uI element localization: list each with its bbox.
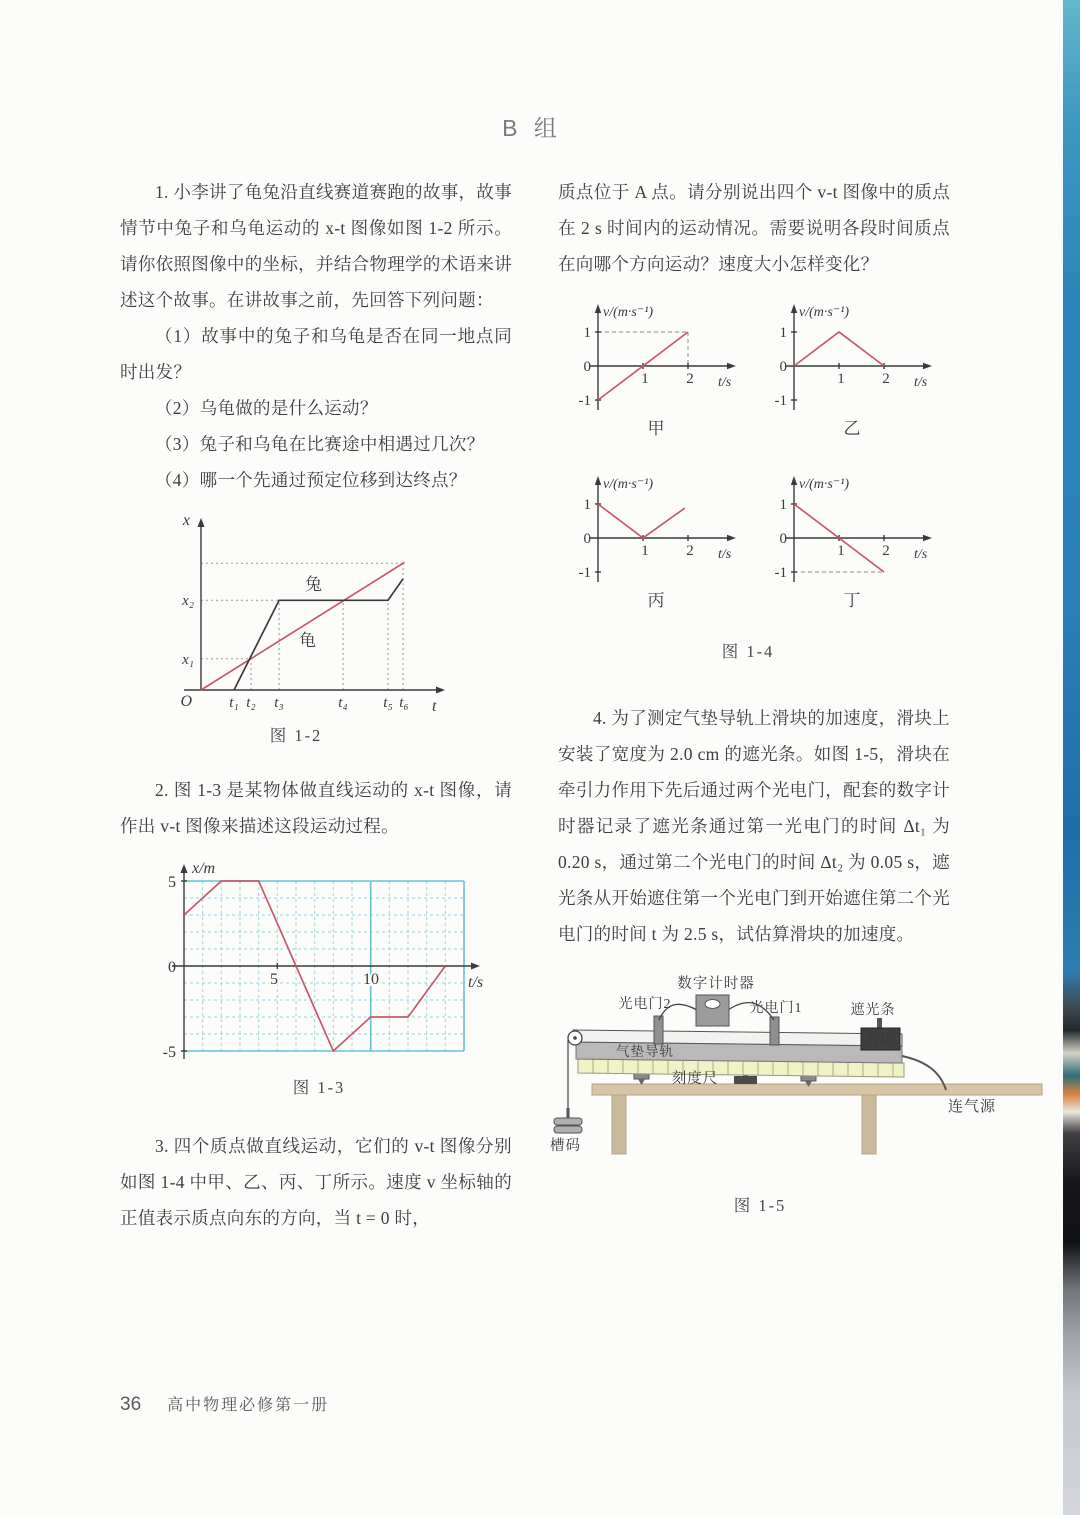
fig14-bing-label: 丙 (647, 591, 665, 610)
fig15-svg (550, 966, 1045, 1158)
table-top (592, 1084, 1042, 1095)
weights-label: 槽码 (550, 1138, 581, 1154)
y-arrow (595, 304, 601, 313)
pulley-axle (573, 1036, 577, 1040)
fig12-tortoise-line (201, 562, 404, 690)
timer-display (705, 1000, 720, 1009)
fig14-subplot-yi (754, 298, 950, 442)
ytick-1: 1 (779, 497, 787, 513)
fig14-caption: 图 1-4 (721, 642, 775, 661)
page-footer (120, 1392, 329, 1416)
photogate-1-label: 光电门1 (749, 1001, 803, 1016)
problem1-q3: （3）兔子和乌龟在比赛途中相遇过几次？ (155, 434, 485, 454)
ytick-0: 0 (583, 359, 591, 375)
fig12-ytick-x2: x₂ (182, 593, 194, 609)
figure-1-3 (124, 856, 512, 1102)
figure-1-5 (550, 966, 997, 1220)
xtick-1: 1 (641, 543, 649, 559)
fig14-yi-label: 乙 (843, 419, 861, 438)
xtick-2: 2 (686, 543, 694, 559)
problem3-text-left: 3. 四个质点做直线运动，它们的 v-t 图像分别如图 1-4 中甲、乙、丙、丁所示。速度 v 坐标轴的正值表示质点向东的方向，当 t = 0 时， (120, 1136, 512, 1228)
xtick-1: 1 (641, 371, 649, 387)
x-arrow (727, 535, 736, 541)
fig13-ytick-0: 0 (168, 959, 176, 976)
right-column (550, 174, 997, 1220)
problem1-q4: （4）哪一个先通过预定位移到达终点？ (155, 470, 467, 490)
t-axis-label: t/s (914, 375, 928, 390)
table-leg-left (612, 1095, 626, 1154)
ytick-0: 0 (583, 531, 591, 547)
problem2-text: 2. 图 1-3 是某物体做直线运动的 x-t 图像，请作出 v-t 图像来描述这段运动过程。 (120, 780, 512, 836)
ruler-label: 刻度尺 (671, 1071, 719, 1087)
air-track-label: 气垫导轨 (616, 1044, 674, 1059)
fig14-bing-svg (562, 470, 747, 588)
photogate-2-post (654, 1016, 663, 1044)
xtick-1: 1 (837, 371, 845, 387)
xtick-2: 2 (882, 543, 890, 559)
ytick-m1: -1 (774, 565, 787, 581)
ytick-1: 1 (583, 325, 591, 341)
fig12-rabbit-line (234, 579, 403, 690)
ytick-1: 1 (583, 497, 591, 513)
problem1-q2: （2）乌龟做的是什么运动？ (155, 398, 378, 418)
fig13-xtick-5: 5 (270, 971, 278, 988)
y-arrow (791, 476, 797, 485)
fig12-caption: 图 1-2 (269, 726, 323, 745)
table-leg-right (862, 1095, 876, 1154)
shading-strip-label: 遮光条 (850, 1003, 896, 1018)
fig13-x-arrow (471, 963, 480, 970)
fig15-caption: 图 1-5 (733, 1196, 787, 1215)
ytick-1: 1 (779, 325, 787, 341)
fig12-x-arrow (436, 687, 445, 694)
ytick-m1: -1 (774, 393, 787, 409)
fig13-svg (124, 856, 514, 1068)
fig14-jia-svg (562, 298, 747, 416)
v-axis-label: v/(m·s⁻¹) (799, 305, 850, 320)
xtick-1: 1 (837, 543, 845, 559)
fig12-y-arrow (198, 518, 205, 527)
t-axis-label: t/s (718, 375, 732, 390)
fig12-xtick-t5: t₅ (383, 695, 393, 711)
book-title: 高中物理必修第一册 (167, 1397, 330, 1414)
problem4-text: 4. 为了测定气垫导轨上滑块的加速度，滑块上安装了宽度为 2.0 cm 的遮光条。如图 1-5，滑块在牵引力作用下先后通过两个光电门，配套的数字计时器记录了遮光条通过第一光电门的时间 Δt₁ 为 0.20 s，通过第二个光电门的时间 Δt₂ 为 0.05 s，遮光条从开始遮住第一个光电门到开始遮住第二个光电门的时间 t 为 2.5 s，试估算滑块的加速度。 (558, 708, 950, 944)
left-column (120, 174, 512, 1236)
air-source-label: 连气源 (948, 1099, 997, 1115)
fig12-svg (136, 510, 456, 722)
fig14-yi-svg (758, 298, 943, 416)
fig14-subplot-ding (754, 470, 950, 614)
x-arrow (923, 363, 932, 369)
slider-label: 滑块 (865, 1033, 895, 1048)
fig12-x-label: t (432, 698, 437, 715)
problem3-text-right: 质点位于 A 点。请分别说出四个 v-t 图像中的质点在 2 s 时间内的运动情况。需要说明各段时间质点在向哪个方向运动？速度大小怎样变化？ (558, 182, 950, 274)
fig13-ytick-m5: -5 (162, 1044, 176, 1061)
fig12-tortoise-label: 龟 (299, 631, 317, 650)
fig12-ytick-x1: x₁ (182, 652, 194, 668)
xtick-2: 2 (882, 371, 890, 387)
fig13-xtick-10: 10 (363, 971, 379, 988)
fig12-y-label: x (182, 512, 190, 529)
fig14-yi-line (794, 332, 884, 366)
fig12-xtick-t3: t₃ (274, 695, 284, 711)
page-edge-photo-strip (1063, 0, 1080, 1515)
fig14-subplot-bing (558, 470, 754, 614)
section-title: B 组 (502, 115, 562, 141)
photogate-1-post (770, 1017, 779, 1045)
fig12-xtick-t2: t₂ (246, 695, 256, 711)
ytick-0: 0 (779, 359, 787, 375)
y-arrow (791, 304, 797, 313)
fig14-bing-line (598, 504, 685, 538)
v-axis-label: v/(m·s⁻¹) (799, 477, 850, 492)
x-arrow (727, 363, 736, 369)
x-arrow (923, 535, 932, 541)
problem1-intro: 1. 小李讲了龟兔沿直线赛道赛跑的故事，故事情节中兔子和乌龟运动的 x-t 图像如图 1-2 所示。请你依照图像中的坐标，并结合物理学的术语来讲述这个故事。在讲故事之前，先回答下列问题： (120, 182, 512, 310)
t-axis-label: t/s (718, 547, 732, 562)
fig14-subplot-jia (558, 298, 754, 442)
fig13-y-arrow (181, 864, 188, 873)
v-axis-label: v/(m·s⁻¹) (603, 477, 654, 492)
figure-1-4 (558, 298, 950, 628)
page-number: 36 (120, 1394, 142, 1415)
xtick-2: 2 (686, 371, 694, 387)
fig12-xtick-t1: t₁ (229, 695, 239, 711)
fig14-ding-label: 丁 (843, 591, 861, 610)
fig14-jia-label: 甲 (647, 419, 665, 438)
fig13-ytick-5: 5 (168, 874, 176, 891)
fig12-rabbit-label: 兔 (305, 575, 323, 594)
t-axis-label: t/s (914, 547, 928, 562)
y-arrow (595, 476, 601, 485)
photogate-2-label: 光电门2 (618, 997, 672, 1012)
fig13-y-label: x/m (192, 860, 216, 877)
problem1-q1: （1）故事中的兔子和乌龟是否在同一地点同时出发？ (120, 326, 512, 382)
fig12-xtick-t4: t₄ (338, 695, 348, 711)
v-axis-label: v/(m·s⁻¹) (603, 305, 654, 320)
ytick-m1: -1 (578, 565, 591, 581)
shading-strip (877, 1018, 882, 1029)
timer-label: 数字计时器 (677, 976, 755, 992)
fig13-x-label: t/s (468, 974, 484, 991)
fig13-caption: 图 1-3 (292, 1078, 346, 1097)
fig12-xtick-t6: t₆ (399, 695, 409, 711)
ytick-0: 0 (779, 531, 787, 547)
figure-1-2 (136, 510, 512, 750)
slotted-weights (554, 1108, 582, 1133)
ytick-m1: -1 (578, 393, 591, 409)
fig14-ding-svg (758, 470, 943, 588)
fig12-origin-label: O (180, 693, 192, 710)
